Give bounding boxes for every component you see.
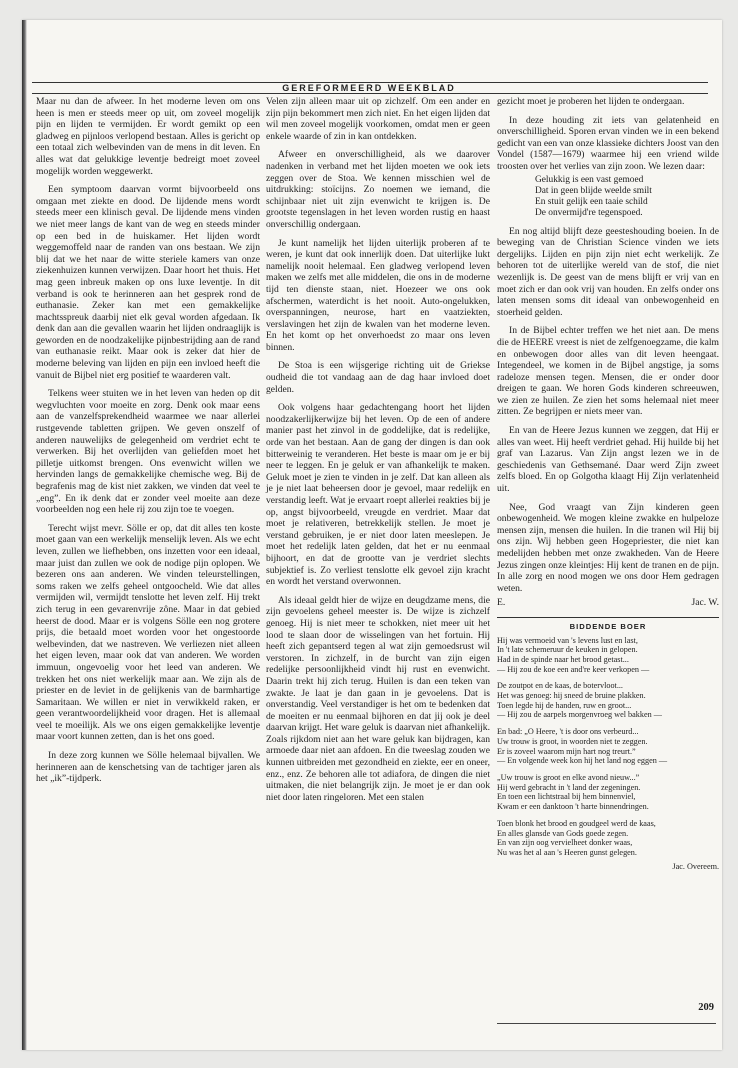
footer-rule [497, 1023, 716, 1024]
binding-shadow [22, 20, 27, 1050]
paragraph: Velen zijn alleen maar uit op zichzelf. Om een ander en zijn pijn bekommert men zich niet. En het eigen lijden dat wil men zoveel mogelijk voorkomen, omdat men er geen enkele waarde of zin in kan ontdekken. [266, 96, 490, 142]
poem-title: BIDDENDE BOER [569, 621, 647, 631]
stanza-line: „Uw trouw is groot en elke avond nieuw...” [497, 773, 640, 782]
paragraph: En nog altijd blijft deze geesteshouding boeien. In de beweging van de Christian Science vinden we iets dergelijks. Lijden en pijn zijn niet echt werkelijk. Ze behoren tot de uiterlijke wereld van de stof, die niet wezenlijk is. De geest van de mens blijft er vrij van en moet zich er dan ook vrij van houden. En zelfs onder ons laten mensen soms dit ideaal van onbewogenheid en stoerheid gelden. [497, 225, 719, 318]
poem-line: Gelukkig is een vast gemoed [535, 174, 644, 185]
stanza-line: De zoutpot en de kaas, de botervloot... [497, 681, 623, 691]
vondel-poem [535, 175, 719, 219]
column-right [497, 96, 719, 872]
stanza-line: Uw trouw is groot, in woorden niet te zeggen. [497, 736, 648, 746]
paragraph: Een symptoom daarvan vormt bijvoorbeeld ons omgaan met ziekte en dood. De lijdende mens wordt steeds meer een klinisch geval. De lijdende mens vinden we niet meer langs de kant van de weg en steeds minder op een bed in de huiskamer. Het lijden wordt weggemoffeld naar de randen van ons bestaan. We zijn blij dat we het naar de witte steriele kamers van onze ziekenhuizen kunnen verwijzen. Daar hoort het thuis. Het mag geen inbreuk maken op ons luxe leventje. In dit verband is ook te herinneren aan het gesprek rond de euthanasie. Zeker kan met een gemakkelijke machtsspreuk daarbij niet elk geval worden afgedaan. Ik denk dan aan die gevallen waarin het lijden ondraaglijk is geworden en de noodzakelijke pijnbestrijding aan de rand van euthanasie reikt. Maar ook is zeker dat hier de moderne beleving van lijden en pijn een invloed heeft die vanuit de Bijbel niet erg positief te waarderen valt. [36, 184, 260, 381]
paragraph: De Stoa is een wijsgerige richting uit de Griekse oudheid die tot vandaag aan de dag haar invloed doet gelden. [266, 360, 490, 395]
poem-line: Dat in geen blijde weelde smilt [535, 185, 652, 196]
stanza-line: Toen legde hij de handen, ruw en groot... [497, 700, 632, 710]
stanza-line: En alles glansde van Gods goede zegen. [497, 828, 629, 838]
stanza-line: Had in de spinde naar het brood getast... [497, 654, 629, 664]
running-header [0, 83, 738, 93]
paragraph: Nee, God vraagt van Zijn kinderen geen onbewogenheid. We mogen kleine zwakke en hulpeloze mensen zijn, mensen die huilen. In die tranen wil Hij bij ons zijn. Wij hebben geen Hogepriester, die niet kan medelijden hebben met onze zwakheden. Van de Heere Jezus zingen onze kleintjes: Hij kent de tranen en de pijn. In alle zorg en nood mogen we ons door Hem gedragen weten. [497, 501, 719, 594]
running-header-text: GEREFORMEERD WEEKBLAD [276, 83, 462, 93]
stanza-line: Toen blonk het brood en goudgeel werd de kaas, [497, 818, 656, 828]
column-left [36, 96, 260, 792]
paragraph: Als ideaal geldt hier de wijze en deugdzame mens, die zijn gevoelens geheel meester is. De wijze is zichzelf genoeg. Hij is niet meer te schokken, niet meer uit het lood te slaan door de wisselingen van het fortuin. Hij heeft zich gepantserd tegen al wat zijn gemoedsrust wil verstoren. In zichzelf, in de burcht van zijn eigen redelijke persoonlijkheid vindt hij rust en evenwicht. Daarin trekt hij zich terug. Huilen is dan een teken van zwakte. Je laat je dan gaan in je gevoelens. Dat is onverstandig. Veel verstandiger is het om te bedenken dat de moeiten er nu eenmaal bijhoren en dat jij ook je deel daarvan krijgt. Het ware geluk is daarvan niet afhankelijk. Zoals rijkdom niet aan het ware geluk kan bijdragen, kan armoede daar niet aan afdoen. En die tweeslag zouden we kunnen uitbreiden met gezondheid en ziekte, eer en oneer, enz., enz. Ze behoren alle tot adiafora, de dingen die niet uitmaken, die niet belangrijk zijn. Je moet je er dan ook niet door laten ringeloren. Met een stalen [266, 594, 490, 803]
paragraph: En van de Heere Jezus kunnen we zeggen, dat Hij er alles van weet. Hij heeft verdriet gehad. Hij huilde bij het graf van Lazarus. Van Zijn angst lezen we in de geschiedenis van Gethsemané. Daar werd Zijn zweet zelfs bloed. En op Golgotha klaagt Hij Zijn verlatenheid uit. [497, 425, 719, 495]
stanza [497, 773, 719, 812]
stanza-line: Hij werd gebracht in 't land der zegeningen. [497, 782, 641, 792]
stanza-line: Het was genoeg: hij sneed de bruine plakken. [497, 691, 646, 701]
column-middle [266, 96, 490, 810]
paragraph: In de Bijbel echter treffen we het niet aan. De mens die de HEERE vreest is niet de zelfgenoegzame, die kalm en onbewogen door alles van dit leven heengaat. Integendeel, we komen in de Bijbel angstige, ja soms radeloze mensen tegen. Mensen, die er onder door dreigen te gaan. We horen Gods kinderen schreeuwen, we zien ze huilen. Ze zien het soms helemaal niet meer zitten. Ze begrijpen er niets meer van. [497, 325, 719, 418]
stanza-line: Er is zoveel waarom mijn hart nog treurt.” [497, 746, 636, 756]
paragraph: gezicht moet je proberen het lijden te ondergaan. [497, 96, 685, 107]
paragraph: Afweer en onverschilligheid, als we daarover nadenken in verband met het lijden moeten we ook iets zeggen over de Stoa. We kennen misschien wel de uitdrukking: stoïcijns. Zo noemen we iemand, die schijnbaar niet uit zijn evenwicht te krijgen is. De grootste tegenslagen in het leven worden rustig en haast onverschillig ondergaan. [266, 149, 490, 230]
poem-line: De onvermijd're tegenspoed. [535, 207, 643, 218]
stanza [497, 727, 719, 766]
signature-initial: E. [497, 597, 506, 609]
stanza [497, 681, 719, 720]
paragraph: Terecht wijst mevr. Sölle er op, dat dit alles ten koste moet gaan van een werkelijk menselijk leven. Als we echt leven, zullen we liefhebben, ons inzetten voor een ideaal, maar juist dan zullen we ook de nodige pijn oplopen. We bezeren ons aan anderen. We vinden teleurstellingen, soms raken we zelfs geheel ontgoocheld. Wie dat alles vermijden wil, vermijdt tenslotte het leven zelf. Hij trekt zich terug in een gevarenvrije zône. Maar in dat gebied heerst de dood. Maar er is volgens Sölle een nog grotere prijs, die betaald moet worden voor het ongestoorde welbevinden, dat we nastreven. We verliezen niet alleen het eigen leven, maar ook dat van anderen. We worden immuun, ongevoelig voor het leed van anderen. We trekken het ons niet werkelijk maar aan. We zijn als de priester en de leviet in de gelijkenis van de barmhartige Samaritaan. We willen er niet in verwikkeld raken, er geen verantwoordelijkheid voor dragen. Het is allemaal veel te moeilijk. Als we ons eigen gemakkelijke leventje maar voort kunnen zetten, dan is het ons goed. [36, 522, 260, 743]
paragraph: Je kunt namelijk het lijden uiterlijk proberen af te weren, je kunt dat ook innerlijk doen. Dat uiterlijke lukt namelijk nooit helemaal. Een gladweg verlopend leven maken we zelfs met alle middelen, die ons in de moderne tijd ten dienste staan, niet. Hoezeer we ons ook afschermen, waterdicht is het nooit. Auto-ongelukken, overspanningen, neurose, hart en vaatziekten, verslavingen het zijn de kwalen van het moderne leven. En het komt op het onverhoedst zo maar ons leven binnen. [266, 237, 490, 353]
stanza [497, 636, 719, 675]
stanza-line: Hij was vermoeid van 's levens lust en last, [497, 635, 638, 645]
stanza-line: — Hij zou de koe een and're keer verkopen — [497, 664, 650, 674]
poem-line: En stuit gelijk een taaie schild [535, 196, 648, 207]
poem-box [497, 617, 719, 872]
paragraph: Telkens weer stuiten we in het leven van heden op dit wegvluchten voor moeite en zorg. Denk ook maar eens aan de vanzelfsprekendheid waarmee we naar allerlei rustgevende tabletten grijpen. We geven onszelf of anderen nauwelijks de gelegenheid om verdriet echt te verwerken. Bij het overlijden van geliefden moet het pilletje uitkomst brengen. Ons evenwicht willen we hervinden langs de gemakkelijke chemische weg. Bij de begrafenis mag de kist niet zakken, we vinden dat veel te „eng”. En ik denk dat er zonder veel moeite aan deze voorbeelden nog een hele rij zou zijn toe te voegen. [36, 388, 260, 516]
paragraph: Ook volgens haar gedachtengang hoort het lijden noodzakerlijkerwijze bij het leven. Op de een of andere manier past het zinvol in de goddelijke, dat is redelijke, orde van het bestaan. Aan de gang der dingen is dan ook bitterweinig te veranderen. Het beste is maar om je er bij neer te leggen. En je geluk er van afhankelijk te maken. Geluk moet je zien te vinden in je zelf. Dat kan alleen als je je niet laat beheersen door je gevoel, maar redelijk en verstandig leeft. Wat je ervaart roept allerlei reakties bij je op, angst bijvoorbeeld, vreugde en verdriet. Maar dat moet je relativeren, betrekkelijk stellen. Je moet je verstand gebruiken, je er niet door laten meeslepen. Je moet het redelijk laten gelden, dat het er nu eenmaal bijhoort, en dat de grootte van je verdriet slechts subjektief is. Zo verliest tenslotte elk gevoel zijn kracht en wordt het verstand overwonnen. [266, 402, 490, 588]
stanza-line: Nu was het al aan 's Heeren gunst gelegen. [497, 847, 637, 857]
stanza-line: — Hij zou de aarpels morgenvroeg wel bakken — [497, 710, 662, 720]
box-rule [497, 617, 719, 618]
page-number: 209 [698, 1002, 714, 1013]
stanza-line: En van zijn oog vervielheet donker waas, [497, 838, 633, 848]
paragraph: Maar nu dan de afweer. In het moderne leven om ons heen is men er steeds meer op uit, om zoveel mogelijk pijn en lijden te vermijden. Er wordt gemikt op een gladweg en pijnloos verlopend bestaan. Alles is gericht op een totaal zich welbevinden van de mens in dit leven. En alles wat dat gelukkige leventje bedreigt moet zoveel mogelijk worden weggewerkt. [36, 96, 260, 177]
paragraph: In deze houding zit iets van gelatenheid en onverschilligheid. Sporen ervan vinden we in een bekend gedicht van een van onze klassieke dichters Joost van den Vondel (1587—1679) waarmee hij een vriend wilde troosten over het verlies van zijn zoon. We lezen daar: [497, 114, 719, 172]
paragraph: In deze zorg kunnen we Sölle helemaal bijvallen. We herinneren aan de kenschetsing van de tachtiger jaren als het „ik”-tijdperk. [36, 750, 260, 785]
signature-author: Jac. W. [691, 597, 719, 609]
stanza-line: — En volgende week kon hij het land nog eggen — [497, 756, 668, 766]
stanza-line: Kwam er een danktoon 't harte binnendringen. [497, 802, 649, 812]
stanza-line: En toen een lichtstraal bij hem binnenviel, [497, 792, 636, 802]
signature [497, 597, 719, 609]
stanza [497, 819, 719, 858]
poem-author: Jac. Overeem. [672, 861, 719, 871]
stanza-line: In 't late schemeruur de keuken in gelopen. [497, 645, 638, 655]
stanza-line: En bad: „O Heere, 't is door ons verbeurd... [497, 727, 639, 737]
